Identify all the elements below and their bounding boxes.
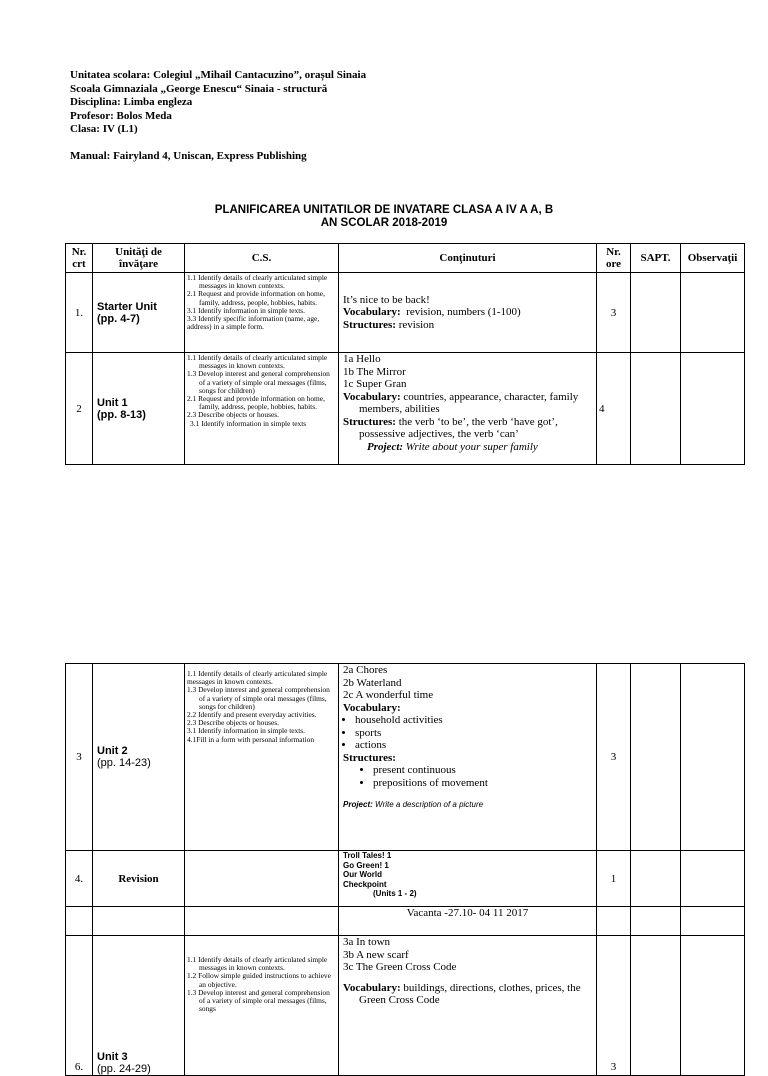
project-text: Write about your super family — [405, 440, 538, 453]
title-line-1: PLANIFICAREA UNITATILOR DE INVATARE CLASA A IV A A, B — [214, 204, 554, 216]
week-cell — [631, 936, 681, 1076]
project-label: Project: — [343, 800, 373, 809]
cs-item: 1.1 Identify details of clearly articulated simple messages in known contexts. — [187, 669, 328, 687]
notes-cell — [681, 851, 745, 907]
row-number: 3 — [66, 664, 93, 851]
col-unit: Unităţi de învăţare — [93, 244, 185, 273]
unit-cell: Revision — [93, 851, 185, 907]
notes-cell — [681, 936, 745, 1076]
page-title — [0, 204, 768, 230]
structures-label: Structures: — [343, 415, 396, 428]
holiday-row — [66, 907, 745, 936]
lesson-item: 2c A wonderful time — [343, 689, 434, 701]
hours-cell: 3 — [597, 936, 631, 1076]
table-row — [66, 664, 745, 851]
cs-item: 2.1 Request and provide information on home, family, address, people, hobbies, habits. — [187, 394, 325, 412]
cs-cell — [185, 273, 339, 353]
structures-list — [343, 764, 594, 789]
row-number: 6. — [66, 936, 93, 1076]
cs-item: 2.1 Request and provide information on home, family, address, people, hobbies, habits. — [187, 289, 325, 307]
structures-text: the verb ‘to be’, the verb ‘have got’, possessive adjectives, the verb ‘can’ — [359, 415, 558, 440]
unit-pages: (pp. 4-7) — [97, 312, 140, 325]
week-cell — [631, 664, 681, 851]
unit-title: Starter Unit — [97, 300, 157, 313]
hours-cell: 3 — [597, 664, 631, 851]
cs-item: 1.1 Identify details of clearly articulated simple messages in known contexts. — [187, 273, 328, 291]
col-notes: Observaţii — [681, 244, 745, 273]
cs-item: 1.3 Develop interest and general comprehension of a variety of simple oral messages (films, songs for children) — [187, 369, 330, 395]
col-nr: Nr. crt — [66, 244, 93, 273]
cs-item: 2.3 Describe objects or houses. — [187, 410, 279, 420]
cs-cell — [185, 936, 339, 1076]
structure-line: Scoala Gimnaziala „George Enescu“ Sinaia - structură — [70, 82, 328, 95]
unit-pages: (pp. 24-29) — [97, 1063, 151, 1075]
row-number: 1. — [66, 273, 93, 353]
revision-item: Our World — [343, 870, 382, 879]
col-cs: C.S. — [185, 244, 339, 273]
table-row — [66, 273, 745, 353]
cs-item: 3.3 Identify specific information (name, age, address) in a simple form. — [187, 314, 320, 332]
cs-item: 3.1 Identify information in simple texts — [190, 418, 307, 428]
cs-item: 1.3 Develop interest and general comprehension of a variety of simple oral messages (films, songs for children) — [187, 685, 330, 711]
hours-cell: 1 — [597, 851, 631, 907]
vocab-text: countries, appearance, character, family members, abilities — [359, 390, 579, 415]
table-row — [66, 353, 745, 465]
table-row — [66, 936, 745, 1076]
unit-cell — [93, 664, 185, 851]
cs-cell — [185, 851, 339, 907]
notes-cell — [681, 664, 745, 851]
week-cell — [631, 851, 681, 907]
cs-item: 2.2 Identify and present everyday activities. — [187, 710, 317, 720]
content-cell — [339, 664, 597, 851]
title-line-2: AN SCOLAR 2018-2019 — [320, 217, 448, 229]
unit-pages: (pp. 8-13) — [97, 408, 146, 421]
vocab-text: buildings, directions, clothes, prices, the Green Cross Code — [359, 981, 581, 1006]
week-cell — [631, 353, 681, 465]
vocab-label: Vocabulary: — [343, 390, 401, 403]
lesson-item: 2a Chores — [343, 664, 388, 676]
content-cell — [339, 851, 597, 907]
project-label: Project: — [367, 440, 404, 453]
structures-label: Structures: — [343, 751, 396, 764]
vocab-label: Vocabulary: — [343, 981, 401, 994]
week-cell — [631, 273, 681, 353]
unit-title: Unit 1 — [97, 396, 128, 409]
hours-cell: 3 — [597, 273, 631, 353]
cs-item: 3.1 Identify information in simple texts. — [187, 305, 306, 315]
lesson-item: 1c Super Gran — [343, 378, 407, 390]
cs-item: 2.3 Describe objects or houses. — [187, 718, 279, 728]
revision-item: Checkpoint — [343, 879, 387, 889]
col-week: SAPT. — [631, 244, 681, 273]
list-item: • present continuous — [373, 764, 594, 777]
document-header — [70, 69, 366, 163]
col-content: Conţinuturi — [339, 244, 597, 273]
list-item: • actions — [355, 739, 594, 752]
cs-item: 4.1Fill in a form with personal information — [187, 734, 315, 744]
unit-pages: (pp. 14-23) — [97, 757, 151, 769]
header-row — [66, 244, 745, 273]
vocab-label: Vocabulary: — [343, 306, 401, 319]
lesson-item: 3a In town — [343, 936, 391, 948]
hours-cell: 4 — [597, 353, 631, 465]
table-row — [66, 851, 745, 907]
row-number: 4. — [66, 851, 93, 907]
notes-cell — [681, 273, 745, 353]
school-line: Unitatea scolara: Colegiul „Mihail Cantacuzino”, orașul Sinaia — [70, 69, 367, 81]
lesson-item: 3b A new scarf — [343, 948, 409, 961]
planning-table-1 — [65, 243, 745, 465]
content-cell — [339, 273, 597, 353]
list-item: • prepositions of movement — [373, 777, 594, 790]
list-item: • sports — [355, 727, 594, 740]
cs-item: 1.1 Identify details of clearly articulated simple messages in known contexts. — [187, 353, 328, 371]
planning-table-2 — [65, 663, 745, 1076]
revision-item: Go Green! 1 — [343, 860, 389, 870]
cs-cell — [185, 664, 339, 851]
revision-item: Troll Tales! 1 — [343, 851, 392, 860]
lesson-item: 1a Hello — [343, 353, 381, 365]
lesson-item: 1b The Mirror — [343, 365, 406, 378]
unit-cell — [93, 936, 185, 1076]
unit-title: Unit 2 — [97, 745, 128, 757]
project-text: Write a description of a picture — [375, 800, 484, 809]
row-number: 2 — [66, 353, 93, 465]
unit-cell — [93, 273, 185, 353]
holiday-text: Vacanta -27.10- 04 11 2017 — [339, 907, 597, 936]
col-hours: Nr. ore — [597, 244, 631, 273]
vocab-list — [343, 714, 594, 752]
lesson-item: 3c The Green Cross Code — [343, 961, 457, 973]
unit-title: Unit 3 — [97, 1051, 128, 1063]
unit-cell — [93, 353, 185, 465]
content-cell — [339, 353, 597, 465]
list-item: • household activities — [355, 714, 594, 727]
cs-cell — [185, 353, 339, 465]
cs-item: 3.1 Identify information in simple texts. — [187, 726, 306, 736]
lesson-item: 2b Waterland — [343, 676, 402, 689]
notes-cell — [681, 353, 745, 465]
discipline-line: Disciplina: Limba engleza — [70, 96, 193, 108]
manual-line: Manual: Fairyland 4, Uniscan, Express Publishing — [70, 149, 307, 162]
class-line: Clasa: IV (L1) — [70, 123, 138, 135]
teacher-line: Profesor: Bolos Meda — [70, 109, 172, 122]
vocab-label: Vocabulary: — [343, 701, 401, 714]
structures-text: revision — [398, 318, 435, 331]
revision-item: (Units 1 - 2) — [373, 889, 417, 898]
cs-item: 1.1 Identify details of clearly articulated simple messages in known contexts. — [187, 955, 328, 973]
cs-item: 1.3 Develop interest and general comprehension of a variety of simple oral messages (films, songs — [187, 987, 330, 1014]
vocab-text: revision, numbers (1-100) — [406, 306, 521, 319]
content-cell — [339, 936, 597, 1076]
lesson-title: It’s nice to be back! — [343, 293, 430, 306]
structures-label: Structures: — [343, 318, 396, 331]
cs-item: 1.2 Follow simple guided instructions to achieve an objective. — [187, 971, 331, 989]
